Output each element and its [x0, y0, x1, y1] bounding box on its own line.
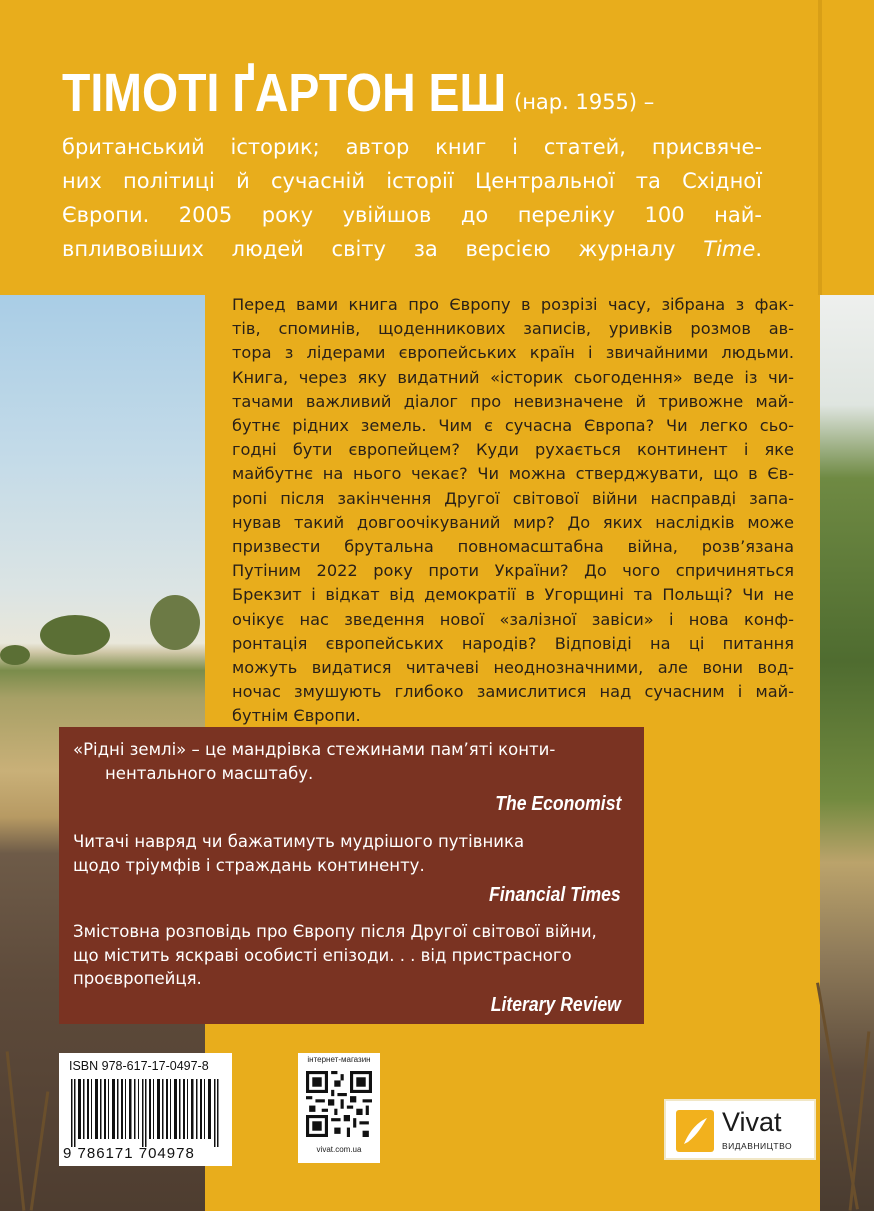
- review-source: Financial Times: [489, 884, 621, 906]
- author-name: ТІМОТІ ҐАРТОН ЕШ: [62, 63, 507, 123]
- review-financial-times: [73, 830, 621, 877]
- review-text: щодо тріумфів і страждань континенту.: [73, 855, 425, 875]
- description-line: тора з лідерами європейських країн і звичайними людьми.: [232, 343, 794, 363]
- review-text: проєвропейця.: [73, 969, 202, 988]
- review-economist: [73, 738, 621, 785]
- publisher-subtitle: ВИДАВНИЦТВО: [722, 1141, 793, 1151]
- description-line: можуть видатися читачеві неоднозначними, але вони вод-: [232, 658, 794, 678]
- isbn-label: ISBN 978-617-17-0497-8: [69, 1059, 209, 1073]
- publisher-logo: [664, 1099, 816, 1160]
- book-description: [232, 293, 794, 729]
- isbn-barcode: [59, 1053, 232, 1166]
- description-line: майбутнє на нього чекає? Чи можна стверджувати, що в Єв-: [232, 464, 794, 484]
- qr-bottom-label: vivat.com.ua: [316, 1145, 362, 1154]
- author-bio: [62, 130, 762, 266]
- description-line: ронтація європейських народів? Відповіді на ці питання: [232, 633, 794, 653]
- bio-last-text: впливовіших людей світу за версією журналу: [62, 237, 704, 261]
- qr-top-label: інтернет-магазин: [307, 1055, 371, 1064]
- description-line: тачами важливий діалог про невизначене й тривожне май-: [232, 391, 794, 411]
- description-line: нував такий довгоочікуваний мир? До яких наслідків може: [232, 512, 794, 532]
- tree-left: [40, 615, 110, 655]
- description-line: Перед вами книга про Європу в розрізі часу, зібрана з фак-: [232, 295, 794, 314]
- author-years: (нар. 1955) –: [514, 90, 655, 114]
- description-line: ропі після закінчення Другої світової війни насправді запа-: [232, 488, 794, 508]
- tree-left-2: [150, 595, 200, 650]
- description-line: тів, споминів, щоденникових записів, уривків розмов ав-: [232, 319, 794, 339]
- press-reviews: [59, 727, 644, 1024]
- description-line: Брекзит і відкат від демократії в Угорщині та Польщі? Чи не: [232, 585, 794, 605]
- magazine-name: Time: [703, 237, 756, 261]
- review-text: що містить яскраві особисті епізоди. . . від пристрасного: [73, 945, 572, 965]
- barcode-digits: 9 786171 704978: [63, 1145, 195, 1162]
- description-line: годні бути європейцем? Куди рухається континент і яке: [232, 440, 794, 460]
- bio-line: них політиці й сучасній історії Центральної та Східної: [62, 169, 762, 193]
- description-line: бутнім Європи.: [232, 706, 361, 726]
- review-literary-review: [73, 920, 621, 991]
- quill-icon-shape: [676, 1110, 714, 1152]
- bio-line: британський історик; автор книг і статей, присвяче-: [62, 135, 762, 159]
- qr-code-box[interactable]: [298, 1053, 380, 1163]
- quill-icon: [676, 1110, 714, 1152]
- review-source: Literary Review: [490, 994, 621, 1016]
- review-text: «Рідні землі» – це мандрівка стежинами пам’яті конти-: [73, 740, 556, 759]
- description-line: Книга, через яку видатний «історик сьогодення» веде із чи-: [232, 367, 794, 387]
- description-line: ночас змушують глибоко замислитися над сучасним і май-: [232, 682, 794, 702]
- publisher-name: Vivat: [722, 1107, 782, 1137]
- bio-line-last: [62, 232, 762, 266]
- qr-code[interactable]: [306, 1071, 372, 1137]
- description-line: очікує нас зведення нової «залізної завіси» і нова конф-: [232, 609, 794, 629]
- bio-period: .: [755, 237, 762, 261]
- tree-left-3: [0, 645, 30, 665]
- review-text: Читачі навряд чи бажатимуть мудрішого путівника: [73, 832, 525, 851]
- review-source: The Economist: [494, 793, 621, 815]
- bio-line: Європи. 2005 року увійшов до переліку 100 най-: [62, 203, 762, 227]
- barcode-bars: [71, 1079, 221, 1147]
- description-line: бутнє рідних земель. Чим є сучасна Європа? Чи легко сьо-: [232, 416, 794, 436]
- review-text: Змістовна розповідь про Європу після Другої світової війни,: [73, 922, 597, 941]
- description-line: Путіним 2022 року проти України? До чого спричиняться: [232, 561, 794, 581]
- description-line: призвести брутальна повномасштабна війна, розв’язана: [232, 537, 794, 557]
- spine-edge: [818, 0, 822, 295]
- review-text: нентального масштабу.: [105, 763, 314, 783]
- author-block: [62, 62, 782, 124]
